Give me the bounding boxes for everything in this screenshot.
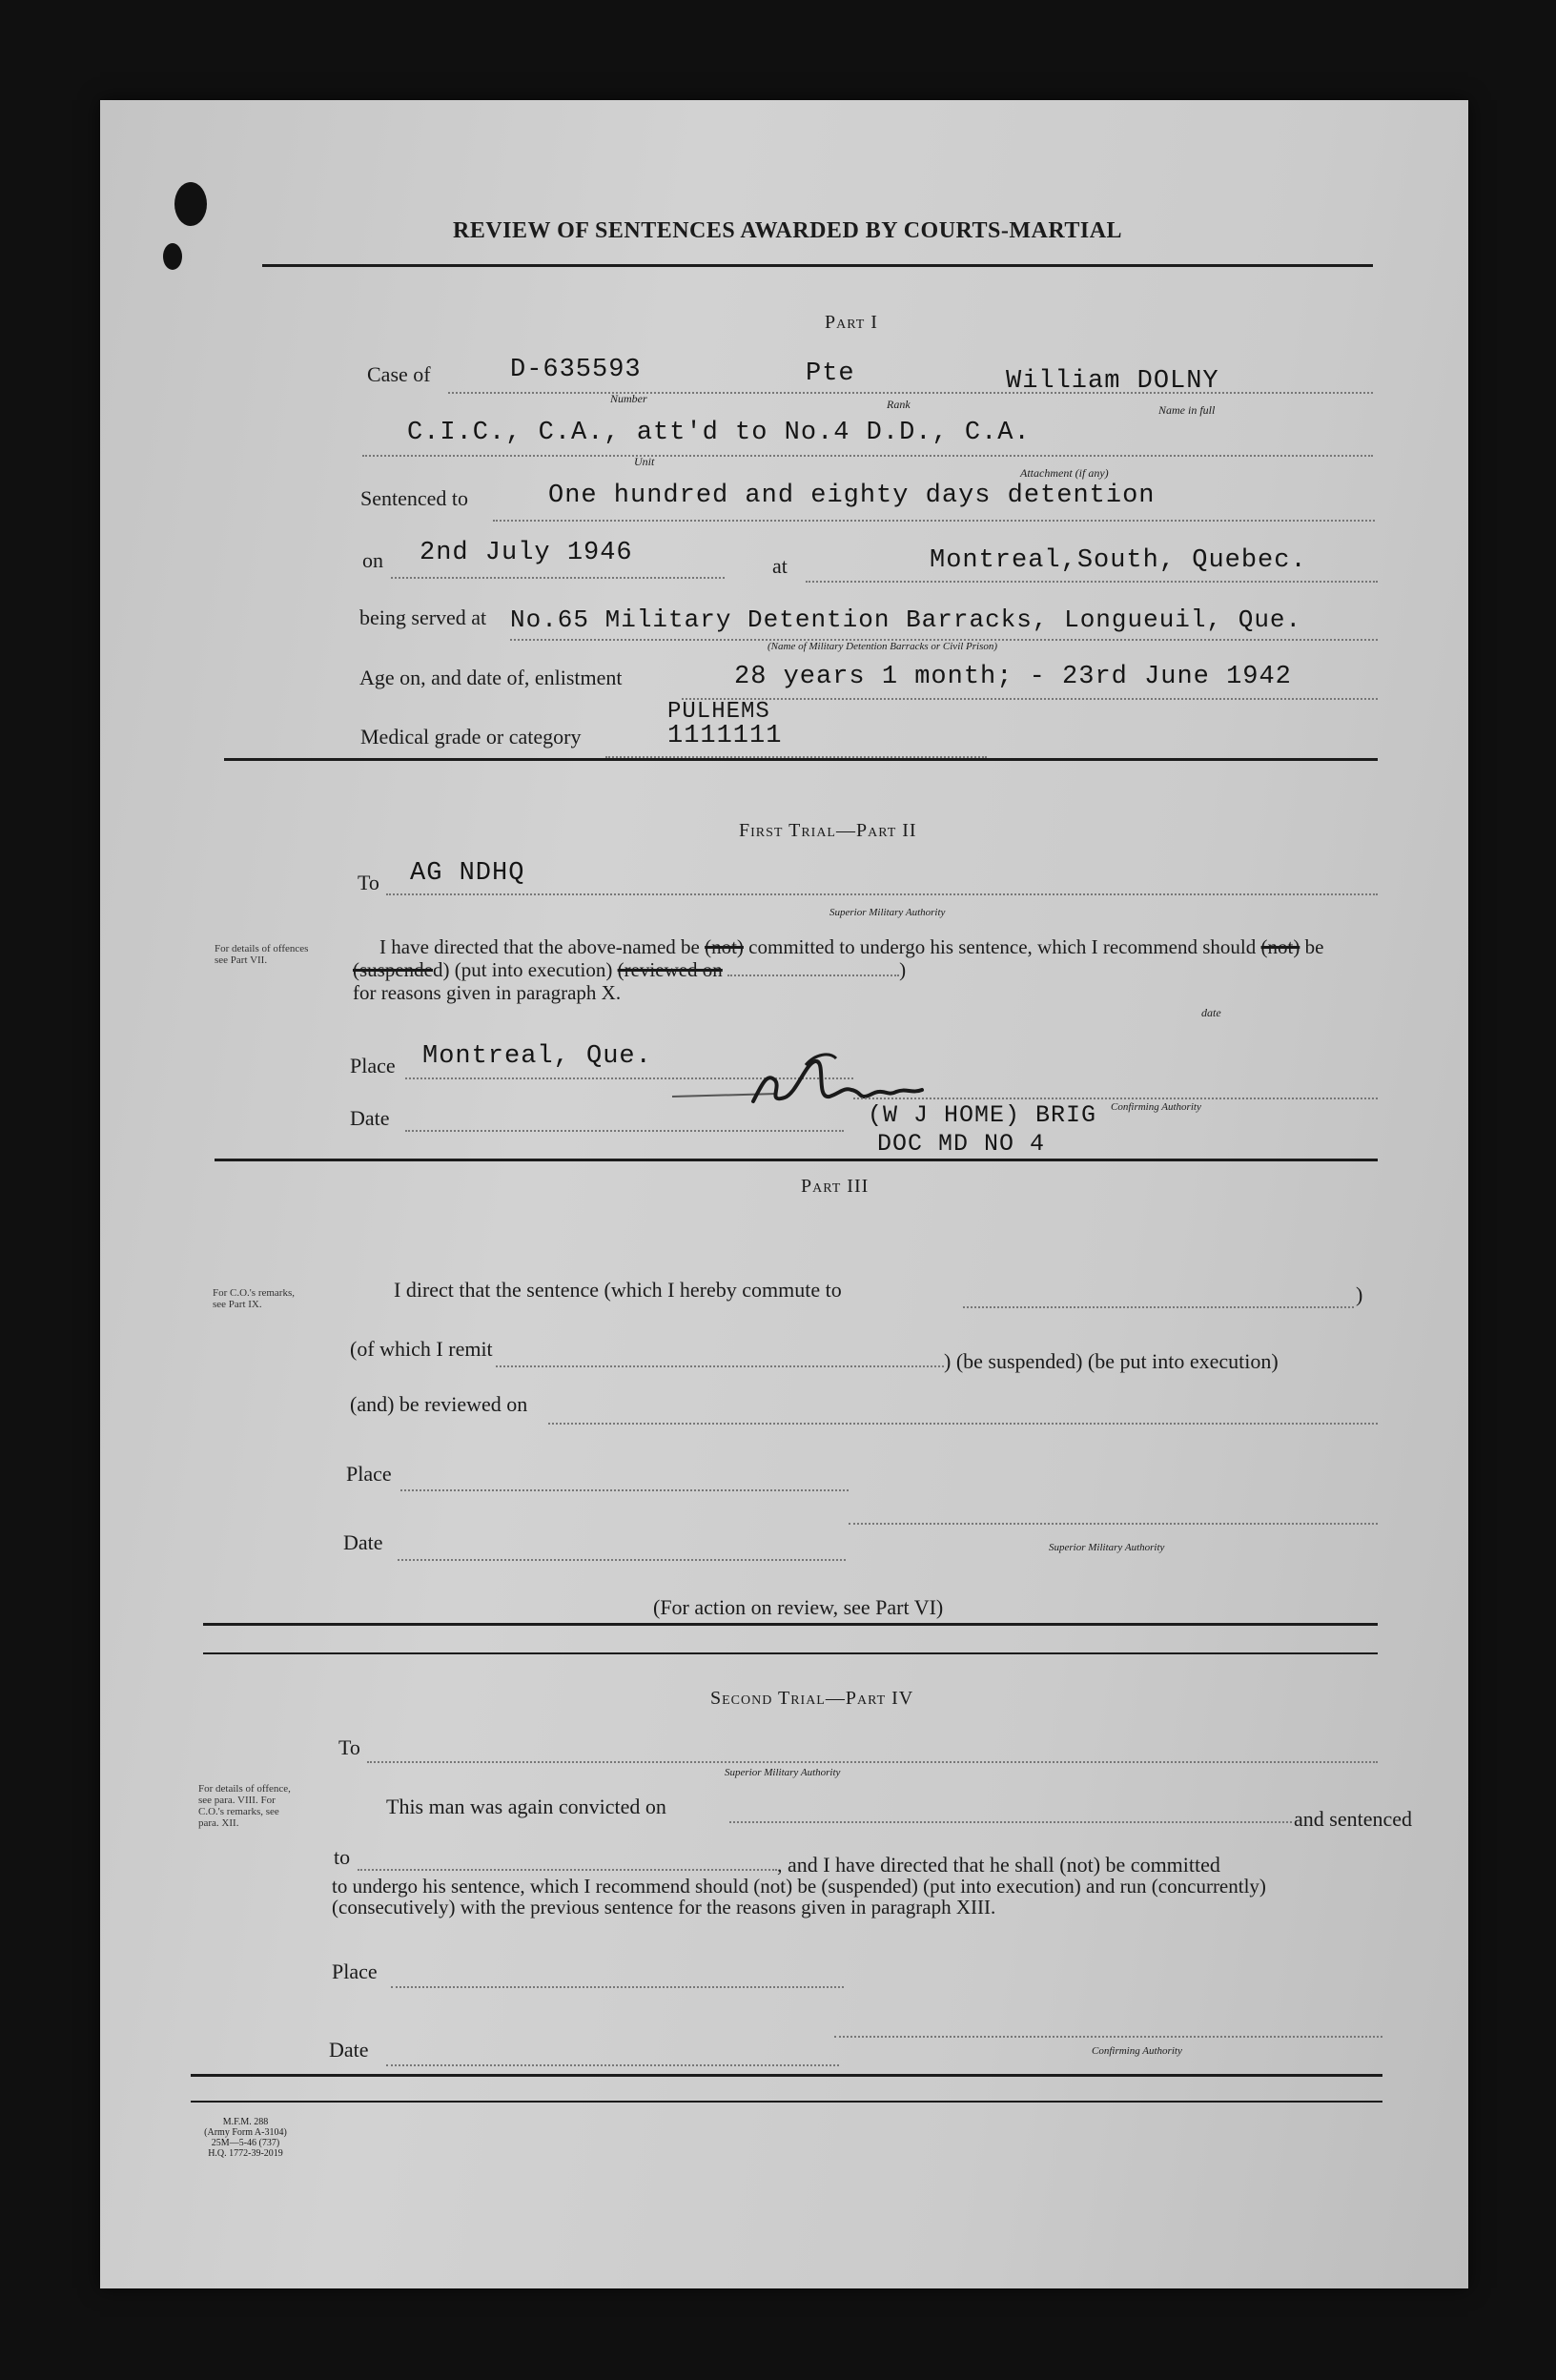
form-code [191, 2117, 300, 2159]
document-title: REVIEW OF SENTENCES AWARDED BY COURTS-MARTIAL [453, 218, 1123, 243]
form-number: M.F.M. 288 [222, 2117, 269, 2127]
part4-line2-b: , and I have directed that he shall (not) be committed [777, 1853, 1220, 1877]
ink-blot [174, 182, 207, 226]
served-caption: (Name of Military Detention Barracks or Civil Prison) [768, 641, 998, 652]
attachment-caption: Attachment (if any) [1020, 466, 1109, 480]
at-label: at [772, 554, 788, 578]
part4-line1-a: This man was again convicted on [386, 1795, 666, 1818]
part2-place-value: Montreal, Que. [422, 1042, 652, 1071]
print-code: 25M—5-46 (737) [211, 2138, 280, 2148]
service-number: D-635593 [510, 356, 642, 384]
served-at-value: No.65 Military Detention Barracks, Longueuil, Que. [510, 605, 1302, 634]
name-value: William DOLNY [1006, 367, 1219, 396]
part4-to-label: To [338, 1735, 360, 1759]
part4-paragraph: to undergo his sentence, which I recommend should (not) be (suspended) (put into execution) and run (concurrently) (consecutively) with the previous sentence for the reasons given in paragraph XIII. [332, 1875, 1266, 1918]
part3-rule [203, 1623, 1378, 1626]
part3-line2-b: ) (be suspended) (be put into execution) [944, 1349, 1279, 1373]
part3-margin-note: For C.O.'s remarks, see Part IX. [213, 1287, 296, 1310]
age-label: Age on, and date of, enlistment [359, 666, 623, 689]
sentence-place: Montreal,South, Quebec. [930, 546, 1307, 575]
part3-line1: I direct that the sentence (which I hereby commute to [394, 1278, 842, 1302]
part1-heading: Part I [825, 312, 878, 333]
confirming-caption: Confirming Authority [1111, 1101, 1201, 1113]
title-rule [262, 264, 1373, 267]
number-caption: Number [610, 392, 647, 405]
unit-caption: Unit [634, 455, 655, 468]
sentence-date: 2nd July 1946 [420, 539, 633, 567]
part2-paragraph: I have directed that the above-named be (not) committed to undergo his sentence, which I recommend should (not) be (suspended) (put into execution) (reviewed on ) for reasons given in paragraph X. [353, 935, 1324, 1004]
document-scan: REVIEW OF SENTENCES AWARDED BY COURTS-MARTIAL Part I Case of D-635593 Number Pte Rank William DOLNY Name in full C.I.C., C.A., att'd to No.4 D.D., C.A. Unit Attachment (if any) Sentenced to One hundred and eighty days detention on 2nd July 1946 at Montreal,South, Quebec. being served at No.65 Military Detention Barracks, Longueuil, Que. (Name of Military Detention Barracks or Civil Prison) Age on, and date of, enlistment 28 years 1 month; - 23rd June 1942 PULHEMS Medical grade or category 1111111 First Trial—Part II To AG NDHQ Superior Military Authority For details of offences see Part VII. I have directed that the above-named be (not) committed to undergo his sentence, which I recommend should (not) be (suspended) (put into execution) (reviewed on ) for reasons given in paragraph X. date Place Montreal, Que. Date (W J HOME) BRIG Confirming Authority DOC MD NO 4 Part III For C.O.'s remarks, see Part IX. I direct that the sentence (which I hereby commute to ) (of which I remit ) (be suspended) (be put into execution) (and) be reviewed on Place Date Superior Military Authority (For action on review, see Part VI) Second Trial—Part IV To Superior Military Authority For details of offence, see para. VIII. For C.O.'s remarks, see para. XII. This man was again convicted on and sentenced to , and I have directed that he shall (not) be committed to undergo his sentence, which I recommend should (not) be (suspended) (put into execution) and run (concurrently) (consecutively) with the previous sentence for the reasons given in paragraph XIII. Place Date Confirming Authority M.F.M. 288 (Army Form A-3104) 25M—5-46 (737) H.Q. 1772-39-2019 [100, 100, 1468, 2288]
part4-date-label: Date [329, 2038, 369, 2062]
part2-rule [215, 1159, 1378, 1161]
medical-system: PULHEMS [667, 699, 770, 725]
part4-authority-caption: Superior Military Authority [725, 1767, 841, 1778]
rank-caption: Rank [887, 398, 911, 411]
part2-date-caption: date [1201, 1006, 1221, 1019]
part2-margin-note: For details of offences see Part VII. [215, 943, 309, 966]
sentence-value: One hundred and eighty days detention [548, 482, 1156, 510]
part2-to-value: AG NDHQ [410, 859, 525, 888]
part3-authority-caption: Superior Military Authority [1049, 1542, 1165, 1553]
rank-value: Pte [806, 359, 855, 388]
part3-line2-a: (of which I remit [350, 1337, 493, 1361]
medical-label: Medical grade or category [360, 725, 582, 749]
ink-blot [163, 243, 182, 270]
part1-rule [224, 758, 1378, 761]
part4-heading: Second Trial—Part IV [710, 1688, 914, 1709]
part4-margin-note: For details of offence, see para. VIII. For C.O.'s remarks, see para. XII. [198, 1783, 291, 1829]
unit-value: C.I.C., C.A., att'd to No.4 D.D., C.A. [407, 419, 1031, 447]
part2-to-label: To [358, 871, 379, 894]
part2-date-label: Date [350, 1106, 390, 1130]
part3-line3: (and) be reviewed on [350, 1392, 528, 1416]
on-label: on [362, 548, 383, 572]
hq-file-number: H.Q. 1772-39-2019 [208, 2148, 283, 2159]
part3-note: (For action on review, see Part VI) [653, 1595, 944, 1619]
part4-rule [191, 2074, 1382, 2077]
signatory-office: DOC MD NO 4 [877, 1130, 1046, 1158]
part4-line2-a: to [334, 1845, 351, 1869]
case-label: Case of [367, 362, 431, 386]
age-value: 28 years 1 month; - 23rd June 1942 [734, 663, 1292, 691]
signatory-name: (W J HOME) BRIG [868, 1101, 1097, 1129]
part4-line1-b: and sentenced [1294, 1807, 1412, 1831]
part3-heading: Part III [801, 1176, 870, 1197]
name-caption: Name in full [1158, 403, 1216, 417]
medical-value: 1111111 [667, 722, 783, 750]
part4-confirming-caption: Confirming Authority [1092, 2045, 1182, 2057]
army-form-number: (Army Form A-3104) [204, 2127, 287, 2138]
part2-authority-caption: Superior Military Authority [829, 907, 946, 918]
part4-place-label: Place [332, 1959, 378, 1983]
part2-heading: First Trial—Part II [739, 820, 917, 841]
sentenced-label: Sentenced to [360, 486, 469, 510]
part2-place-label: Place [350, 1054, 396, 1077]
part3-date-label: Date [343, 1530, 383, 1554]
part3-place-label: Place [346, 1462, 392, 1486]
served-label: being served at [359, 605, 487, 629]
